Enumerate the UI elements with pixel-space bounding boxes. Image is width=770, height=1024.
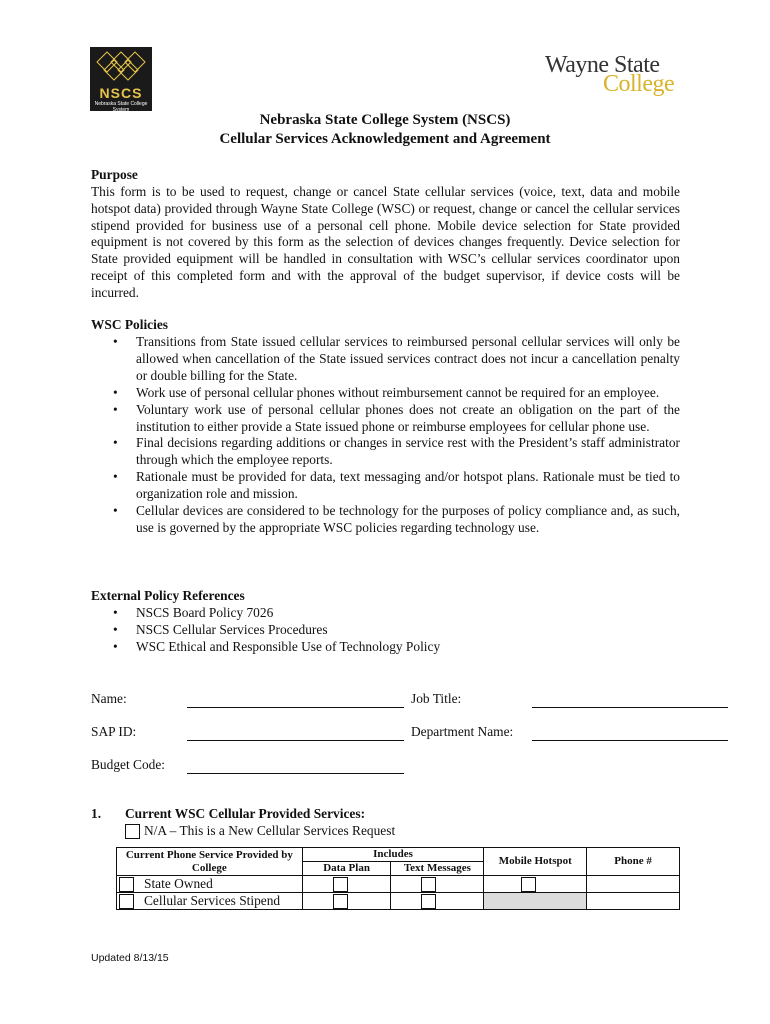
nscs-lattice-icon <box>93 50 149 84</box>
sap-id-field[interactable] <box>187 740 404 741</box>
col-data-header: Data Plan <box>302 862 391 876</box>
table-row <box>117 893 680 910</box>
policies-list <box>91 334 680 537</box>
bullet-icon: • <box>113 401 118 417</box>
external-item: • WSC Ethical and Responsible Use of Technology Policy <box>113 638 441 654</box>
col-text-header: Text Messages <box>391 862 484 876</box>
policy-item: • Final decisions regarding additions or changes in service rest with the President’s staff administrator through which the employee reports. <box>113 435 680 468</box>
footer-updated: Updated 8/13/15 <box>91 952 169 964</box>
name-label: Name: <box>91 691 127 706</box>
section1-number: 1. <box>91 806 102 821</box>
text-messages-checkbox[interactable] <box>421 894 436 909</box>
phone-number-cell[interactable] <box>587 893 680 910</box>
policy-item: • Transitions from State issued cellular services to reimbursed personal cellular services will only be allowed when cancellation of the State issued services contract does not incur a cancellation penalty or double billing for the State. <box>113 334 680 383</box>
col-service-header: Current Phone Service Provided by College <box>117 848 303 876</box>
policy-item: • Cellular devices are considered to be technology for the purposes of policy compliance and, as such, use is governed by the appropriate WSC policies regarding technology use. <box>113 503 680 535</box>
purpose-heading: Purpose <box>91 167 138 182</box>
state-owned-checkbox[interactable] <box>119 877 134 892</box>
row-label: State Owned <box>144 876 213 891</box>
col-includes-header: Includes <box>302 848 484 862</box>
col-phone-header: Phone # <box>587 848 680 876</box>
nscs-logo <box>90 47 152 111</box>
job-title-field[interactable] <box>532 707 728 708</box>
wsc-logo-line1: Wayne State <box>545 52 660 78</box>
data-plan-checkbox[interactable] <box>333 894 348 909</box>
department-label: Department Name: <box>411 724 514 739</box>
data-plan-checkbox[interactable] <box>333 877 348 892</box>
bullet-icon: • <box>113 384 118 400</box>
document-title-line2: Cellular Services Acknowledgement and Agreement <box>219 131 551 147</box>
sap-id-label: SAP ID: <box>91 724 137 739</box>
bullet-icon: • <box>113 469 118 485</box>
external-item: • NSCS Cellular Services Procedures <box>113 621 328 637</box>
col-hotspot-header: Mobile Hotspot <box>484 848 587 876</box>
job-title-label: Job Title: <box>411 691 462 706</box>
services-table <box>116 847 680 910</box>
mobile-hotspot-checkbox[interactable] <box>521 877 536 892</box>
bullet-icon: • <box>113 334 118 349</box>
budget-code-field[interactable] <box>187 773 404 774</box>
policy-item: • Work use of personal cellular phones without reimbursement cannot be required for an employee. <box>113 384 660 400</box>
policy-item: • Voluntary work use of personal cellular phones does not create an obligation on the part of the institution to either provide a State issued phone or reimburse employees for cellular phone use. <box>113 401 680 434</box>
row-label: Cellular Services Stipend <box>144 893 281 908</box>
budget-code-label: Budget Code: <box>91 757 166 772</box>
bullet-icon: • <box>113 605 118 620</box>
wsc-logo-line2: College <box>603 71 675 97</box>
external-heading: External Policy References <box>91 588 245 603</box>
policy-item: • Rationale must be provided for data, text messaging and/or hotspot plans. Rationale must be tied to organization role and mission. <box>113 469 680 502</box>
hotspot-na-cell <box>484 893 587 910</box>
wsc-logo <box>545 52 685 100</box>
table-row <box>117 876 680 893</box>
external-item: • NSCS Board Policy 7026 <box>113 605 274 620</box>
na-checkbox[interactable] <box>125 824 140 839</box>
document-title-line1: Nebraska State College System (NSCS) <box>259 112 511 128</box>
external-list <box>91 605 680 656</box>
department-field[interactable] <box>532 740 728 741</box>
stipend-checkbox[interactable] <box>119 894 134 909</box>
text-messages-checkbox[interactable] <box>421 877 436 892</box>
nscs-acronym: NSCS <box>99 85 143 101</box>
bullet-icon: • <box>113 621 118 637</box>
bullet-icon: • <box>113 638 118 654</box>
purpose-text: This form is to be used to request, change or cancel State cellular services (voice, text, data and mobile hotspot data) provided through Wayne State College (WSC) or request, change or cancel the cellular services stipend provided for business use of a personal cell phone. Mobile device selection for State provided equipment is not covered by this form as the selection of devices changes frequently. Device selection for State provided equipment will be handled in consultation with WSC’s cellular services coordinator upon receipt of this completed form and with the approval of the budget supervisor, if device costs will be incurred. <box>91 184 680 300</box>
phone-number-cell[interactable] <box>587 876 680 893</box>
policies-heading: WSC Policies <box>91 317 168 332</box>
bullet-icon: • <box>113 435 118 451</box>
section1-heading: Current WSC Cellular Provided Services: <box>125 806 366 821</box>
na-label: N/A – This is a New Cellular Services Request <box>144 823 396 838</box>
bullet-icon: • <box>113 503 118 519</box>
nscs-subtitle: Nebraska State College System <box>94 101 148 113</box>
name-field[interactable] <box>187 707 404 708</box>
